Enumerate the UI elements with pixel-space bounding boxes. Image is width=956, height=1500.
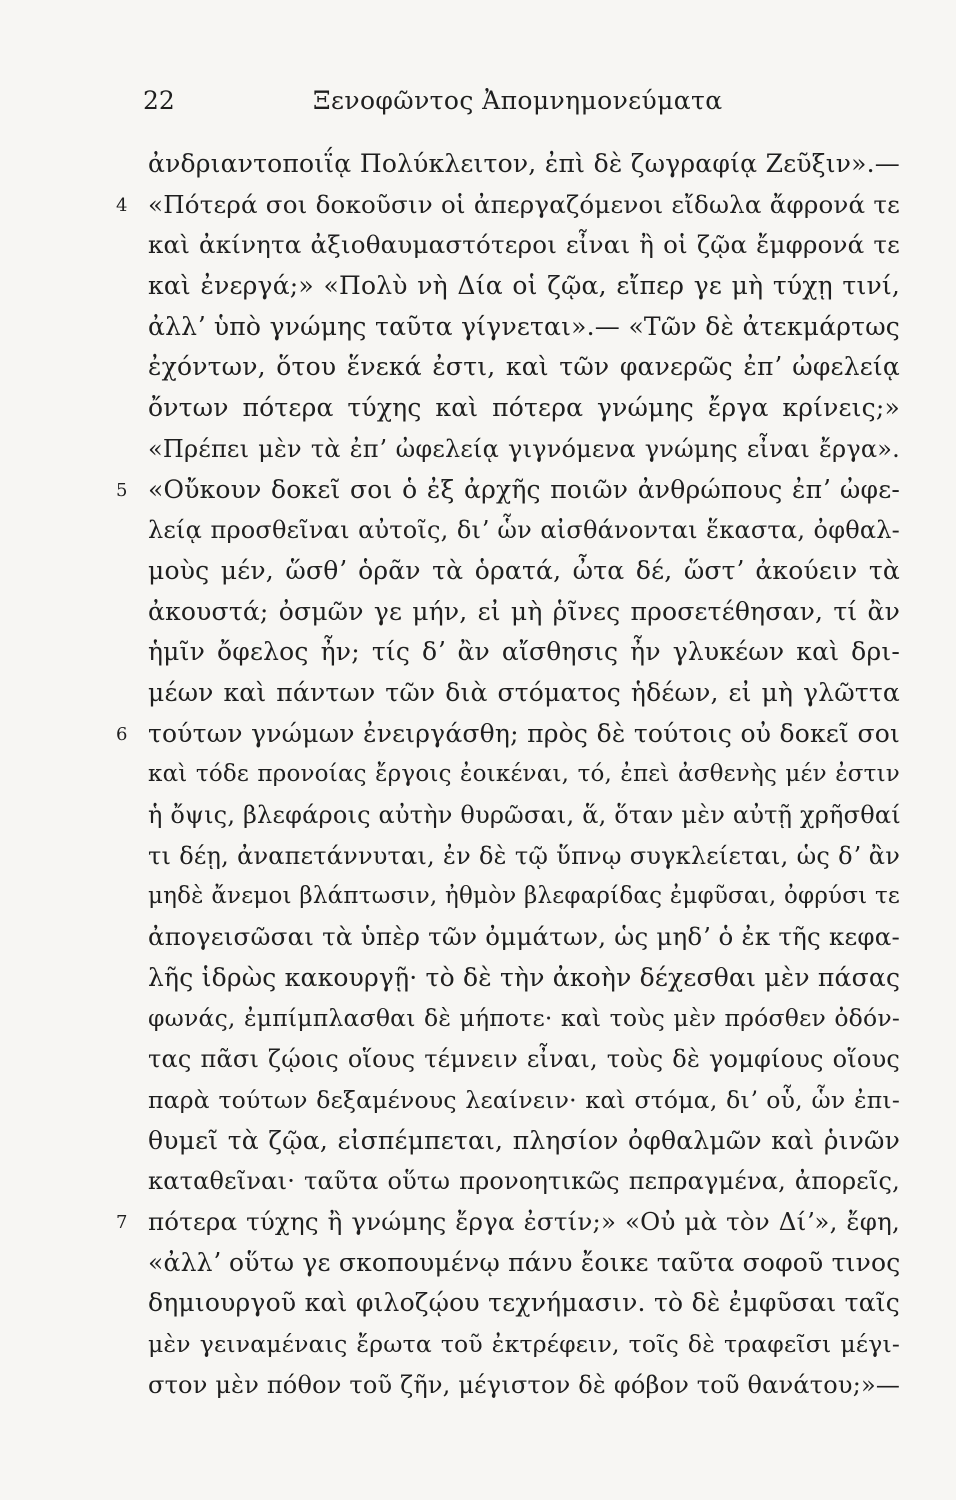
text-line bbox=[0, 552, 956, 593]
line-text: τούτων γνώμων ἐνειργάσθη; πρὸς δὲ τούτοις οὐ δοκεῖ σοι bbox=[148, 718, 900, 748]
section-number: 4 bbox=[116, 194, 128, 216]
text-line bbox=[0, 1040, 956, 1081]
text-line bbox=[0, 1325, 956, 1366]
text-line bbox=[0, 1162, 956, 1203]
line-text: «Πότερά σοι δοκοῦσιν οἱ ἀπεργαζόμενοι εἴδωλα ἄφρονά τε bbox=[148, 189, 900, 219]
text-line bbox=[0, 837, 956, 878]
text-line bbox=[0, 1244, 956, 1285]
text-line bbox=[0, 226, 956, 267]
text-line bbox=[0, 796, 956, 837]
section-number: 7 bbox=[116, 1211, 128, 1233]
line-text: «Πρέπει μὲν τὰ ἐπʼ ὠφελείᾳ γιγνόμενα γνώμης εἶναι ἔργα». bbox=[148, 434, 900, 463]
line-text: πότερα τύχης ἢ γνώμης ἔργα ἐστίν;» «Οὐ μὰ τὸν Δίʼ», ἔφη, bbox=[148, 1206, 900, 1236]
text-line bbox=[0, 1122, 956, 1163]
line-text: ἀλλʼ ὑπὸ γνώμης ταῦτα γίγνεται».— «Τῶν δὲ ἀτεκμάρτως bbox=[148, 311, 900, 341]
line-text: καταθεῖναι· ταῦτα οὕτω προνοητικῶς πεπραγμένα, ἀπορεῖς, bbox=[148, 1167, 900, 1196]
text-line bbox=[0, 430, 956, 471]
text-line bbox=[0, 389, 956, 430]
line-text: ἀπογεισῶσαι τὰ ὑπὲρ τῶν ὀμμάτων, ὡς μηδʼ ὁ ἐκ τῆς κεφα- bbox=[148, 922, 900, 952]
text-line bbox=[0, 267, 956, 308]
line-text: τι δέῃ, ἀναπετάννυται, ἐν δὲ τῷ ὕπνῳ συγκλείεται, ὡς δʼ ἂν bbox=[148, 841, 900, 870]
text-line bbox=[0, 959, 956, 1000]
line-text: «Οὔκουν δοκεῖ σοι ὁ ἐξ ἀρχῆς ποιῶν ἀνθρώπους ἐπʼ ὠφε- bbox=[148, 474, 900, 504]
text-line bbox=[0, 308, 956, 349]
line-text: καὶ τόδε προνοίας ἔργοις ἐοικέναι, τό, ἐπεὶ ἀσθενὴς μέν ἐστιν bbox=[148, 761, 900, 788]
line-text: δημιουργοῦ καὶ φιλοζῴου τεχνήμασιν. τὸ δὲ ἐμφῦσαι ταῖς bbox=[148, 1288, 900, 1318]
text-line bbox=[0, 471, 956, 512]
text-line bbox=[0, 1081, 956, 1122]
line-text: μὲν γειναμέναις ἔρωτα τοῦ ἐκτρέφειν, τοῖς δὲ τραφεῖσι μέγι- bbox=[148, 1329, 900, 1358]
line-text: καὶ ἀκίνητα ἀξιοθαυμαστότεροι εἶναι ἢ οἱ ζῷα ἔμφρονά τε bbox=[148, 230, 900, 260]
line-text: ὄντων πότερα τύχης καὶ πότερα γνώμης ἔργα κρίνεις;» bbox=[148, 393, 900, 423]
text-line bbox=[0, 918, 956, 959]
text-line bbox=[0, 633, 956, 674]
text-line bbox=[0, 877, 956, 918]
line-text: λῆς ἱδρὼς κακουργῇ· τὸ δὲ τὴν ἀκοὴν δέχεσθαι μὲν πάσας bbox=[148, 962, 901, 992]
text-line bbox=[0, 1284, 956, 1325]
running-title: Ξενοφῶντος Ἀπομνημονεύματα bbox=[313, 86, 723, 115]
text-line bbox=[0, 593, 956, 634]
text-line bbox=[0, 755, 956, 796]
line-text: παρὰ τούτων δεξαμένους λεαίνειν· καὶ στόμα, διʼ οὗ, ὧν ἐπι- bbox=[148, 1085, 900, 1114]
line-text: μηδὲ ἄνεμοι βλάπτωσιν, ἠθμὸν βλεφαρίδας ἐμφῦσαι, ὀφρύσι τε bbox=[148, 883, 900, 910]
line-text: λείᾳ προσθεῖναι αὐτοῖς, διʼ ὧν αἰσθάνονται ἕκαστα, ὀφθαλ- bbox=[148, 516, 900, 545]
section-number: 6 bbox=[116, 723, 128, 745]
text-line bbox=[0, 715, 956, 756]
line-text: ἀνδριαντοποιΐᾳ Πολύκλειτον, ἐπὶ δὲ ζωγραφίᾳ Ζεῦξιν».— bbox=[148, 149, 900, 178]
line-text: φωνάς, ἐμπίμπλασθαι δὲ μήποτε· καὶ τοὺς μὲν πρόσθεν ὀδόν- bbox=[148, 1004, 900, 1033]
line-text: μοὺς μέν, ὥσθʼ ὁρᾶν τὰ ὁρατά, ὦτα δέ, ὥστʼ ἀκούειν τὰ bbox=[148, 555, 900, 585]
text-line bbox=[0, 999, 956, 1040]
text-line bbox=[0, 1366, 956, 1407]
line-text: «ἀλλʼ οὕτω γε σκοπουμένῳ πάνυ ἔοικε ταῦτα σοφοῦ τινος bbox=[148, 1247, 901, 1277]
line-text: ἐχόντων, ὅτου ἕνεκά ἐστι, καὶ τῶν φανερῶς ἐπʼ ὠφελείᾳ bbox=[148, 352, 900, 382]
line-text: μέων καὶ πάντων τῶν διὰ στόματος ἡδέων, εἰ μὴ γλῶττα bbox=[148, 677, 900, 707]
line-text: στον μὲν πόθον τοῦ ζῆν, μέγιστον δὲ φόβον τοῦ θανάτου;»— bbox=[148, 1370, 901, 1399]
body-text bbox=[0, 145, 956, 1406]
text-line bbox=[0, 348, 956, 389]
line-text: θυμεῖ τὰ ζῷα, εἰσπέμπεται, πλησίον ὀφθαλμῶν καὶ ῥινῶν bbox=[148, 1125, 900, 1155]
line-text: τας πᾶσι ζῴοις οἵους τέμνειν εἶναι, τοὺς δὲ γομφίους οἵους bbox=[148, 1045, 900, 1074]
text-line bbox=[0, 1203, 956, 1244]
line-text: ἡμῖν ὄφελος ἦν; τίς δʼ ἂν αἴσθησις ἦν γλυκέων καὶ δρι- bbox=[148, 637, 900, 667]
section-number: 5 bbox=[116, 479, 128, 501]
text-line bbox=[0, 511, 956, 552]
text-line bbox=[0, 145, 956, 186]
page-header bbox=[143, 84, 723, 124]
text-line bbox=[0, 186, 956, 227]
line-text: καὶ ἐνεργά;» «Πολὺ νὴ Δία οἱ ζῷα, εἴπερ γε μὴ τύχῃ τινί, bbox=[148, 271, 900, 301]
line-text: ἡ ὄψις, βλεφάροις αὐτὴν θυρῶσαι, ἅ, ὅταν μὲν αὐτῇ χρῆσθαί bbox=[148, 801, 901, 829]
line-text: ἀκουστά; ὀσμῶν γε μήν, εἰ μὴ ῥῖνες προσετέθησαν, τί ἂν bbox=[148, 596, 900, 626]
page-number: 22 bbox=[143, 86, 175, 115]
text-line bbox=[0, 674, 956, 715]
